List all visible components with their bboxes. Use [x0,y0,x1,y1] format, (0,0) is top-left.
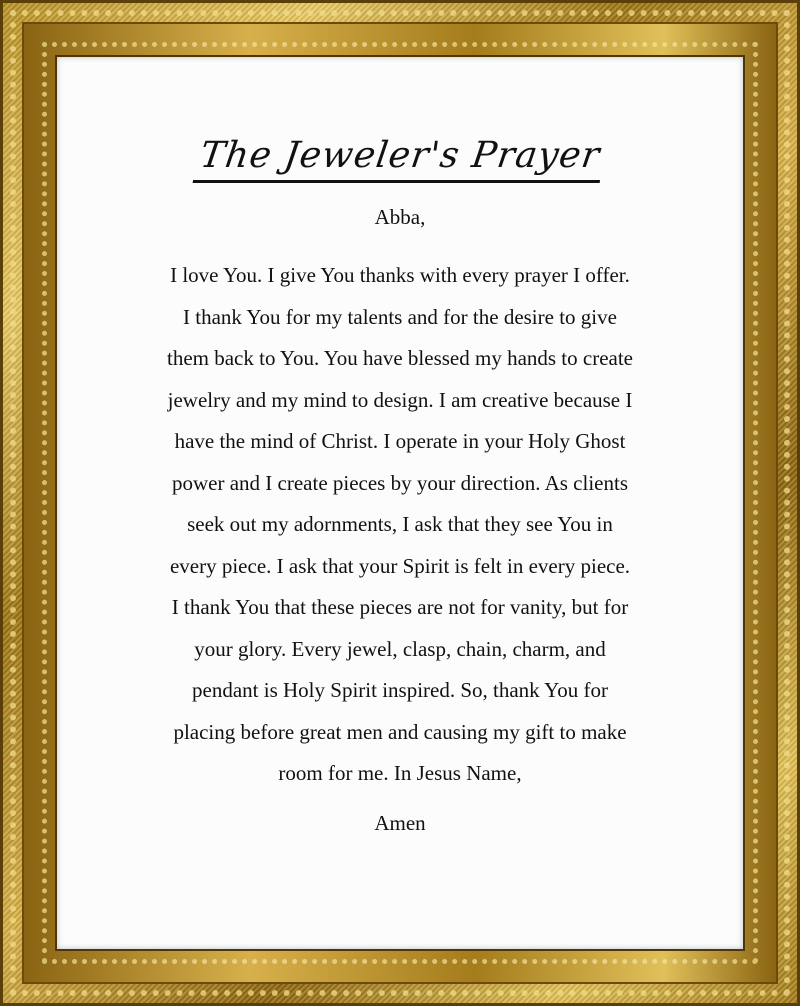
prayer-line: placing before great men and causing my gift to make [173,719,627,744]
prayer-line: every piece. I ask that your Spirit is felt in every piece. [169,553,631,578]
prayer-line: jewelry and my mind to design. I am creative because I [167,387,633,412]
prayer-line: room for me. In Jesus Name, [278,761,522,785]
prayer-line: I love You. I give You thanks with every prayer I offer. [170,263,630,287]
prayer-line: seek out my adornments, I ask that they see You in [187,512,613,536]
prayer-line: power and I create pieces by your direction. As clients [171,470,628,495]
prayer-line: them back to You. You have blessed my hands to create [166,346,634,370]
prayer-line: I thank You that these pieces are not for vanity, but for [171,595,629,619]
prayer-body [117,255,683,795]
page-title: The Jeweler's Prayer [193,135,607,183]
closing-amen: Amen [374,811,426,835]
prayer-line: pendant is Holy Spirit inspired. So, thank You for [192,678,608,702]
prayer-line: your glory. Every jewel, clasp, chain, charm, and [194,636,606,661]
greeting: Abba, [374,205,426,229]
prayer-page [55,55,745,951]
title-container [57,135,743,183]
prayer-line: have the mind of Christ. I operate in your Holy Ghost [174,429,626,453]
prayer-line: I thank You for my talents and for the desire to give [183,304,617,329]
